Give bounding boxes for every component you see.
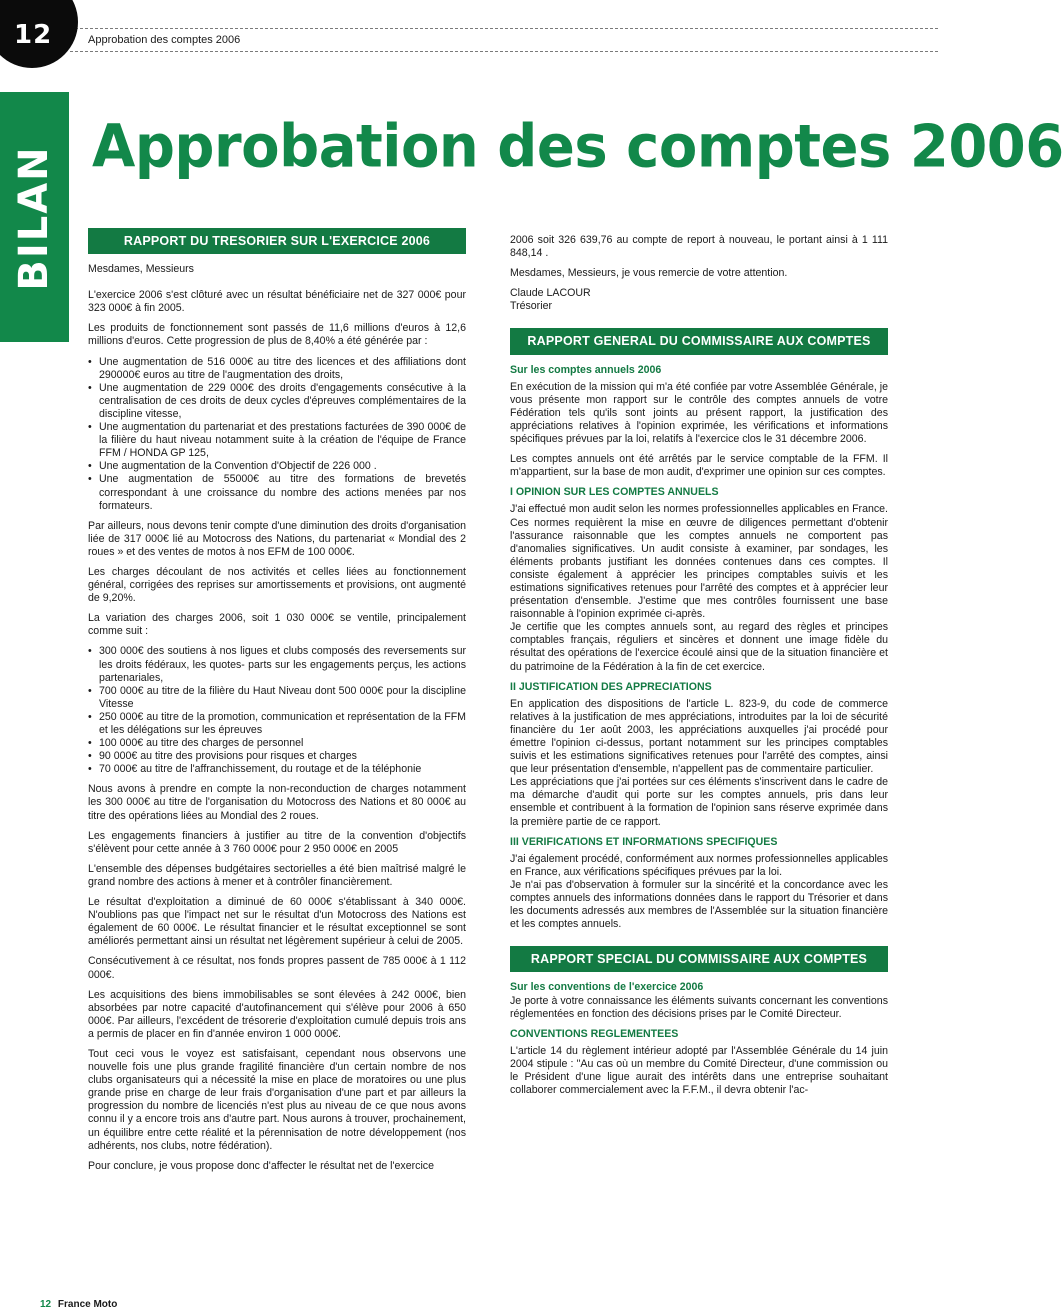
footer-publication: France Moto [57,1299,118,1310]
paragraph: Nous avons à prendre en compte la non-reconduction de charges notamment les 300 000€ au titre de l'organisation du Motocross des Nations et 80 000€ au titre des opérations liées au Mondial des 2 roues. [88,783,466,822]
paragraph: L'article 14 du règlement intérieur adopté par l'Assemblée Générale du 14 juin 2004 stipule : "Au cas où un membre du Comité Directeur, d'une commission ou le Président d'une ligue aurait des intérêts dans une entreprise souhaitant collaborer commercialement avec la F.F.M., il devra obtenir l'ac- [510,1044,888,1097]
subheading: Sur les comptes annuels 2006 [510,363,662,376]
list-item: • 90 000€ au titre des provisions pour risques et charges [88,750,466,763]
special-report-heading: RAPPORT SPECIAL DU COMMISSAIRE AUX COMPTES [510,946,888,972]
paragraph: La variation des charges 2006, soit 1 030 000€ se ventile, principalement comme suit : [88,612,466,638]
right-column [510,234,888,1104]
list-item: • 250 000€ au titre de la promotion, communication et représentation de la FFM et les délégations sur les épreuves [88,711,466,737]
subheading: III VERIFICATIONS ET INFORMATIONS SPECIFIQUES [510,835,778,848]
list-item: • Une augmentation de 55000€ au titre des formations de brevetés correspondant à une croissance du nombre des actions menées par nos formateurs. [88,473,466,512]
paragraph: Je n'ai pas d'observation à formuler sur la sincérité et la concordance avec les comptes annuels des informations données dans le rapport du Trésorier et dans les documents adressés aux membres de l'Assemblée sur la situation financière et les comptes annuels. [510,878,888,931]
paragraph: Par ailleurs, nous devons tenir compte d'une diminution des droits d'organisation liée de 317 000€ lié au Motocross des Nations, du partenariat « Mondial des 2 roues » et des ventes de motos à nos EFM de 100 000€. [88,519,466,558]
paragraph: Mesdames, Messieurs, je vous remercie de votre attention. [510,267,788,280]
general-report-heading: RAPPORT GENERAL DU COMMISSAIRE AUX COMPTES [510,328,888,354]
list-item: • 300 000€ des soutiens à nos ligues et clubs composés des reversements sur les droits fédéraux, les quotes- parts sur les engagements perçus, les actions partenariales, [88,645,466,684]
list-item: • 70 000€ au titre de l'affranchissement, du routage et de la téléphonie [88,763,466,776]
charges-list [88,645,466,776]
paragraph: Les acquisitions des biens immobilisables se sont élevées à 242 000€, bien absorbées par notre capacité d'autofinancement qui s'élève pour 2006 à 650 000€. Par ailleurs, l'excédent de trésorerie d'exploitation cumulé depuis trois ans a permis de placer en fin d'année environ 1 000 000€. [88,988,466,1040]
subheading: II JUSTIFICATION DES APPRECIATIONS [510,680,712,693]
paragraph: Les appréciations que j'ai portées sur ces éléments s'inscrivent dans le cadre de ma démarche d'audit qui porte sur les comptes annuels, pris dans leur ensemble et contribuent à la formation de l'opinion sans réserve exprimée dans la première partie de ce rapport. [510,776,888,828]
header-rule-top [70,28,938,29]
signature-name: Claude LACOUR [510,287,591,300]
signature-role: Trésorier [510,300,552,313]
running-title: Approbation des comptes 2006 [88,34,241,46]
paragraph: 2006 soit 326 639,76 au compte de report à nouveau, le portant ainsi à 1 111 848,14 . [510,234,888,260]
subheading: Sur les conventions de l'exercice 2006 [510,981,704,994]
list-item: • Une augmentation du partenariat et des prestations facturées de 390 000€ de la filière du haut niveau notamment suite à la création de l'équipe de France FFM / HONDA GP 125, [88,421,466,460]
section-tab-label: BILAN [11,145,57,291]
paragraph: Les engagements financiers à justifier au titre de la convention d'objectifs s'élèvent pour cette année à 3 760 000€ pour 2 950 000€ en 2005 [88,829,466,855]
paragraph: Les produits de fonctionnement sont passés de 11,6 millions d'euros à 12,6 millions d'euros. Cette progression de plus de 8,40% a été générée par : [88,322,466,348]
paragraph: J'ai également procédé, conformément aux normes professionnelles applicables en France, aux vérifications spécifiques prévues par la loi. [510,852,888,878]
paragraph: Les charges découlant de nos activités et celles liées au fonctionnement général, corrigées des reprises sur amortissements et provisions, ont augmenté de 9,20%. [88,565,466,605]
subheading: CONVENTIONS REGLEMENTEES [510,1027,679,1040]
left-column [88,228,466,1180]
page-footer [40,1299,117,1310]
paragraph: Les comptes annuels ont été arrêtés par le service comptable de la FFM. Il m'appartient, sur la base de mon audit, d'exprimer une opinion sur ces comptes. [510,453,888,479]
list-item: • 700 000€ au titre de la filière du Haut Niveau dont 500 000€ pour la discipline Vitesse [88,685,466,711]
header-rule-bottom [70,51,938,52]
tresorier-heading: RAPPORT DU TRESORIER SUR L'EXERCICE 2006 [88,228,466,254]
subheading: I OPINION SUR LES COMPTES ANNUELS [510,486,719,499]
list-item: • Une augmentation de la Convention d'Objectif de 226 000 . [88,460,466,473]
paragraph: En application des dispositions de l'article L. 823-9, du code de commerce relatives à la justification de mes appréciations, introduites par la loi de sécurité financière du 1er août 2003, les appréciations auxquelles j'ai procédé pour émettre l'opinion ci-dessus, portant notamment sur les principes comptables suivis et les estimations significatives retenues pour l'arrêté des comptes, ainsi que leur présentation d'ensemble, n'appellent pas de commentaire particulier. [510,697,888,776]
page-number: 12 [14,20,53,50]
paragraph: Le résultat d'exploitation a diminué de 60 000€ s'établissant à 340 000€. N'oublions pas que l'impact net sur le résultat d'un Motocross des Nations est également de 60 000€. Le résultat financier et le résultat exceptionnel se sont améliorés permettant ainsi un résultat net légèrement supérieur à celui de 2005. [88,896,466,948]
footer-page-number: 12 [40,1299,52,1310]
revenue-list [88,356,466,513]
paragraph: Pour conclure, je vous propose donc d'affecter le résultat net de l'exercice [88,1159,434,1172]
greeting: Mesdames, Messieurs [88,263,194,276]
paragraph: En exécution de la mission qui m'a été confiée par votre Assemblée Générale, je vous présente mon rapport sur le contrôle des comptes annuels de votre Fédération tels qu'ils sont joints au présent rapport, la justification des appréciations relatives à l'opinion exprimée, les vérifications et informations spécifiques prévues par la loi, relatifs à l'exercice clos le 31 décembre 2006. [510,380,888,446]
signature [510,287,888,313]
page-number-badge [0,0,78,68]
paragraph: Je certifie que les comptes annuels sont, au regard des règles et principes comptables français, réguliers et sincères et donnent une image fidèle du résultat des opérations de l'exercice écoulé ainsi que de la situation financière et du patrimoine de la Fédération à la fin de cet exercice. [510,621,888,673]
paragraph: Consécutivement à ce résultat, nos fonds propres passent de 785 000€ à 1 112 000€. [88,955,466,981]
paragraph: Je porte à votre connaissance les éléments suivants concernant les conventions réglementées en fonction des décisions prises par le Comité Directeur. [510,994,888,1020]
paragraph: J'ai effectué mon audit selon les normes professionnelles applicables en France. Ces normes requièrent la mise en œuvre de diligences permettant d'obtenir l'assurance raisonnable que les comptes annuels ne comportent pas d'anomalies significatives. Un audit consiste à examiner, par sondages, les éléments probants justifiant les données contenues dans ces comptes. Il consiste également à apprécier les principes comptables suivis et les estimations significatives retenues pour l'arrêté des comptes et à apprécier leur présentation d'ensemble. J'estime que mes contrôles fournissent une base raisonnable à l'opinion exprimée ci-après. [510,503,888,621]
list-item: • Une augmentation de 516 000€ au titre des licences et des affiliations dont 290000€ euros au titre de l'augmentation des droits, [88,356,466,382]
paragraph: L'exercice 2006 s'est clôturé avec un résultat bénéficiaire net de 327 000€ pour 323 000€ à fin 2005. [88,289,466,315]
page-title: Approbation des comptes 2006 [92,113,1064,182]
section-tab [0,92,69,342]
list-item: • Une augmentation de 229 000€ des droits d'engagements consécutive à la centralisation de ces droits de deux cycles d'épreuves complémentaires de la discipline vitesse, [88,382,466,421]
list-item: • 100 000€ au titre des charges de personnel [88,737,466,750]
paragraph: Tout ceci vous le voyez est satisfaisant, cependant nous observons une nouvelle fois une plus grande fragilité financière d'un certain nombre de nos clubs organisateurs qui a nécessité la mise en place de moratoires ou une plus grande prise en charge de leur frais d'organisation d'une part et par ailleurs la progression du nombre de licenciés n'est plus au niveau de ce que nous avons connu il y a encore trois ans d'autre part. Nous aurons à trouver, prochainement, un équilibre entre cette réalité et la pérennisation de notre développement (nos adhérents, nos clubs, notre fédération). [88,1047,466,1152]
paragraph: L'ensemble des dépenses budgétaires sectorielles a été bien maîtrisé malgré le grand nombre des actions à mener et à contrôler financièrement. [88,862,466,888]
